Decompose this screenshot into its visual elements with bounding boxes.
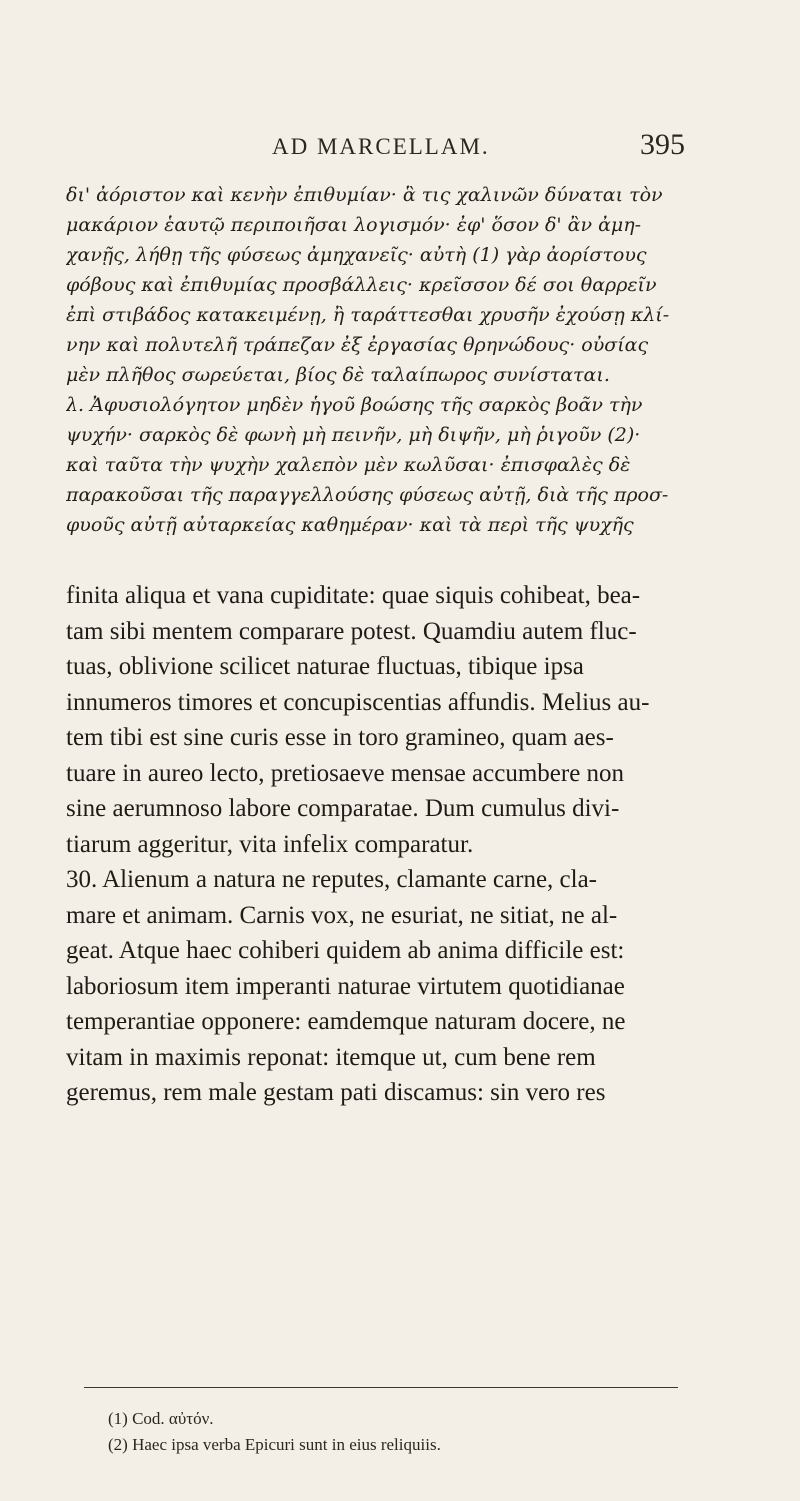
greek-line: φυοῦς αὐτῇ αὐταρκείας καθημέραν· καὶ τὰ περὶ τῆς ψυχῆς	[66, 514, 634, 536]
greek-line: χανῇς, λήθῃ τῆς φύσεως ἀμηχανεῖς· αὐτὴ (1) γὰρ ἀορίστους	[66, 244, 647, 266]
latin-line: tam sibi mentem comparare potest. Quamdiu autem fluc-	[66, 617, 637, 645]
latin-text-block	[66, 578, 746, 1111]
latin-line: tiarum aggeritur, vita infelix comparatur.	[66, 830, 474, 858]
page-header	[0, 128, 800, 168]
latin-line: tuas, oblivione scilicet naturae fluctuas, tibique ipsa	[66, 653, 584, 680]
footnote-1: (1) Cod. αὐτόν.	[108, 1409, 214, 1428]
latin-line: tem tibi est sine curis esse in toro gramineo, quam aes-	[66, 724, 614, 751]
greek-line: μακάριον ἑαυτῷ περιποιῆσαι λογισμόν· ἐφ' ὅσον δ' ἂν ἀμη-	[66, 214, 642, 236]
running-title: AD MARCELLAM.	[272, 134, 490, 159]
greek-line: φόβους καὶ ἐπιθυμίας προσβάλλεις· κρεῖσσον δέ σοι θαρρεῖν	[66, 274, 657, 296]
latin-line: temperantiae opponere: eamdemque naturam docere, ne	[66, 1008, 626, 1035]
latin-line: tuare in aureo lecto, pretiosaeve mensae accumbere non	[66, 759, 625, 787]
greek-line: δι' ἀόριστον καὶ κενὴν ἐπιθυμίαν· ἃ τις χαλινῶν δύναται τὸν	[66, 184, 663, 206]
latin-line: mare et animam. Carnis vox, ne esuriat, ne sitiat, ne al-	[66, 901, 618, 929]
latin-line: vitam in maximis reponat: itemque ut, cum bene rem	[66, 1043, 596, 1071]
latin-line: 30. Alienum a natura ne reputes, clamante carne, cla-	[66, 866, 598, 893]
greek-line: λ. Ἀφυσιολόγητον μηδὲν ἡγοῦ βοώσης τῆς σαρκὸς βοᾶν τὴν	[66, 394, 643, 416]
footnotes	[108, 1406, 728, 1458]
footnote-2: (2) Haec ipsa verba Epicuri sunt in eius reliquiis.	[108, 1435, 441, 1454]
latin-line: geremus, rem male gestam pati discamus: sin vero res	[66, 1079, 606, 1106]
page-number: 395	[640, 128, 685, 161]
greek-line: ἐπὶ στιβάδος κατακειμένῃ, ἢ ταράττεσθαι χρυσῆν ἐχούσῃ κλί-	[66, 304, 670, 326]
latin-line: sine aerumnoso labore comparatae. Dum cumulus divi-	[66, 795, 620, 822]
footnote-divider	[84, 1387, 678, 1388]
latin-line: geat. Atque haec cohiberi quidem ab anima difficile est:	[66, 937, 625, 964]
latin-line: finita aliqua et vana cupiditate: quae siquis cohibeat, bea-	[66, 582, 641, 609]
greek-line: νην καὶ πολυτελῆ τράπεζαν ἐξ ἐργασίας θρηνώδους· οὐσίας	[66, 334, 649, 356]
greek-text-block	[66, 180, 746, 540]
greek-line: μὲν πλῆθος σωρεύεται, βίος δὲ ταλαίπωρος συνίσταται.	[66, 364, 610, 386]
latin-line: laboriosum item imperanti naturae virtutem quotidianae	[66, 972, 625, 1000]
greek-line: καὶ ταῦτα τὴν ψυχὴν χαλεπὸν μὲν κωλῦσαι· ἐπισφαλὲς δὲ	[66, 454, 631, 476]
latin-line: innumeros timores et concupiscentias affundis. Melius au-	[66, 688, 650, 716]
greek-line: ψυχήν· σαρκὸς δὲ φωνὴ μὴ πεινῆν, μὴ διψῆν, μὴ ῥιγοῦν (2)·	[66, 424, 641, 446]
greek-line: παρακοῦσαι τῆς παραγγελλούσης φύσεως αὐτῇ, διὰ τῆς προσ-	[66, 484, 669, 506]
